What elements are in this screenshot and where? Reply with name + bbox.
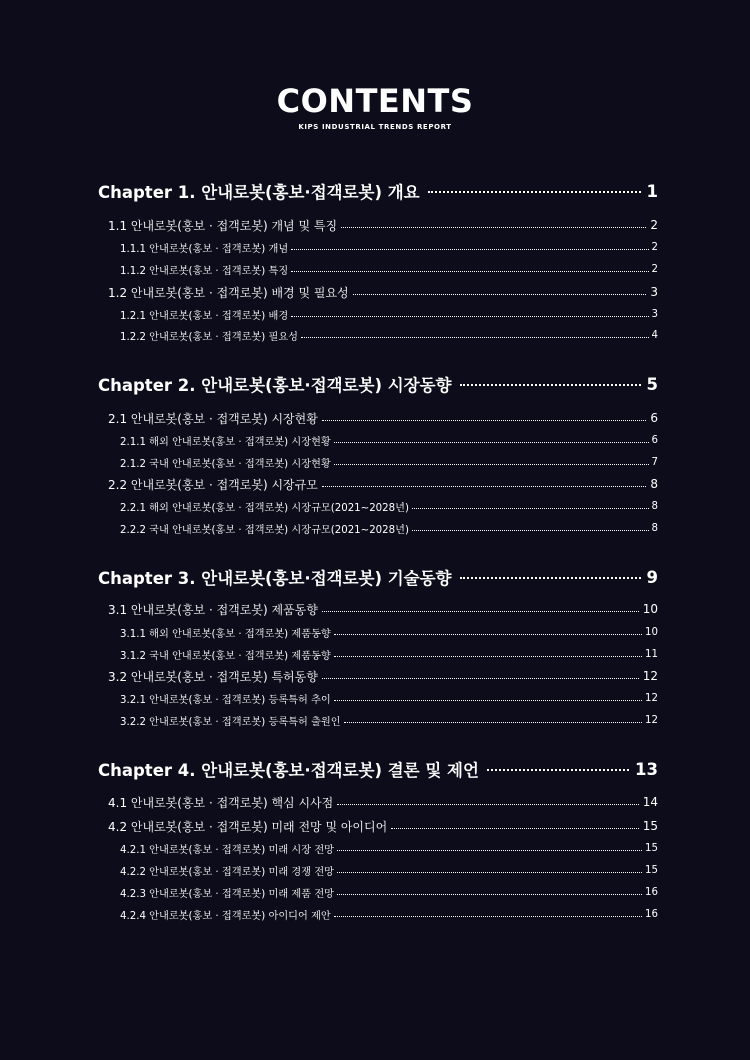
- toc-subsection-row[interactable]: [120, 432, 658, 448]
- toc-subsection-row[interactable]: [120, 646, 658, 662]
- toc-entry-label: 4.2.2 안내로봇(홍보 · 접객로봇) 미래 경쟁 전망: [120, 866, 334, 878]
- toc-page-number: 13: [635, 759, 658, 779]
- toc-subsection-row[interactable]: [120, 906, 658, 922]
- toc-subsection-row[interactable]: [120, 884, 658, 900]
- toc-entry-label: 1.1.1 안내로봇(홍보 · 접객로봇) 개념: [120, 243, 289, 255]
- toc-subsection-row[interactable]: [120, 862, 658, 878]
- toc-section-row[interactable]: [108, 667, 658, 685]
- dot-leader: [334, 916, 642, 917]
- toc-entry-label: 3.2.2 안내로봇(홍보 · 접객로봇) 등록특허 출원인: [120, 716, 341, 728]
- toc-page-number: 5: [646, 374, 658, 394]
- dot-leader: [322, 611, 639, 612]
- toc-page-number: 2: [650, 218, 658, 232]
- dot-leader: [460, 384, 641, 386]
- toc-page-number: 15: [645, 842, 658, 854]
- toc-entry-label: Chapter 3. 안내로봇(홍보·접객로봇) 기술동향: [98, 569, 452, 588]
- toc-page-number: 6: [650, 411, 658, 425]
- dot-leader: [487, 769, 629, 771]
- toc-section-row[interactable]: [108, 793, 658, 811]
- toc-section-row[interactable]: [108, 216, 658, 234]
- toc-page-number: 2: [651, 263, 658, 275]
- dot-leader: [334, 634, 642, 635]
- dot-leader: [334, 656, 642, 657]
- toc-entry-label: 1.2.1 안내로봇(홍보 · 접객로봇) 배경: [120, 310, 289, 322]
- dot-leader: [337, 894, 642, 895]
- dot-leader: [301, 337, 649, 338]
- dot-leader: [322, 486, 647, 487]
- dot-leader: [322, 420, 647, 421]
- toc-subsection-row[interactable]: [120, 239, 658, 255]
- toc-page-number: 15: [642, 819, 658, 833]
- toc-entry-label: 4.2.4 안내로봇(홍보 · 접객로봇) 아이디어 제안: [120, 910, 331, 922]
- toc-subsection-row[interactable]: [120, 624, 658, 640]
- toc-entry-label: 4.1 안내로봇(홍보 · 접객로봇) 핵심 시사점: [108, 795, 334, 810]
- dot-leader: [344, 722, 642, 723]
- toc-entry-label: 4.2.3 안내로봇(홍보 · 접객로봇) 미래 제품 전망: [120, 888, 334, 900]
- toc-page-number: 7: [651, 456, 658, 468]
- toc-subsection-row[interactable]: [120, 690, 658, 706]
- toc-page-number: 10: [642, 602, 658, 616]
- toc-entry-label: 3.1.2 국내 안내로봇(홍보 · 접객로봇) 제품동향: [120, 650, 331, 662]
- toc-section-row[interactable]: [108, 283, 658, 301]
- toc-page-number: 8: [650, 477, 658, 491]
- toc-entry-label: 1.1.2 안내로봇(홍보 · 접객로봇) 특징: [120, 265, 289, 277]
- dot-leader: [337, 804, 639, 805]
- dot-leader: [291, 271, 648, 272]
- dot-leader: [353, 294, 647, 295]
- toc-entry-label: 1.2.2 안내로봇(홍보 · 접객로봇) 필요성: [120, 331, 298, 343]
- toc-entry-label: 2.2.1 해외 안내로봇(홍보 · 접객로봇) 시장규모(2021~2028년): [120, 502, 409, 514]
- dot-leader: [291, 249, 648, 250]
- toc-subsection-row[interactable]: [120, 840, 658, 856]
- toc-entry-label: 2.2.2 국내 안내로봇(홍보 · 접객로봇) 시장규모(2021~2028년): [120, 524, 409, 536]
- toc-page-number: 6: [651, 434, 658, 446]
- toc-entry-label: 2.1.1 해외 안내로봇(홍보 · 접객로봇) 시장현황: [120, 436, 331, 448]
- toc-chapter-row[interactable]: [98, 565, 658, 589]
- toc-page-number: 12: [642, 669, 658, 683]
- dot-leader: [334, 700, 642, 701]
- page-title: CONTENTS: [276, 82, 474, 120]
- toc-page-number: 12: [645, 692, 658, 704]
- toc-page-number: 12: [645, 714, 658, 726]
- toc-entry-label: 2.1.2 국내 안내로봇(홍보 · 접객로봇) 시장현황: [120, 458, 331, 470]
- dot-leader: [412, 508, 649, 509]
- toc-section-row[interactable]: [108, 817, 658, 835]
- toc-subsection-row[interactable]: [120, 520, 658, 536]
- dot-leader: [337, 872, 642, 873]
- toc-page-number: 16: [645, 886, 658, 898]
- toc-entry-label: 2.1 안내로봇(홍보 · 접객로봇) 시장현황: [108, 411, 318, 426]
- toc-section-row[interactable]: [108, 475, 658, 493]
- toc-chapter-row[interactable]: [98, 757, 658, 781]
- toc-page-number: 8: [651, 522, 658, 534]
- toc-subsection-row[interactable]: [120, 306, 658, 322]
- toc-page-number: 14: [642, 795, 658, 809]
- toc-entry-label: Chapter 4. 안내로봇(홍보·접객로봇) 결론 및 제언: [98, 761, 479, 780]
- toc-page-number: 3: [650, 285, 658, 299]
- toc-entry-label: 3.2 안내로봇(홍보 · 접객로봇) 특허동향: [108, 669, 318, 684]
- report-subtitle: KIPS INDUSTRIAL TRENDS REPORT: [298, 123, 452, 131]
- dot-leader: [412, 530, 649, 531]
- toc-entry-label: 3.1 안내로봇(홍보 · 접객로봇) 제품동향: [108, 602, 318, 617]
- toc-page-number: 9: [646, 567, 658, 587]
- dot-leader: [341, 227, 646, 228]
- toc-entry-label: 1.2 안내로봇(홍보 · 접객로봇) 배경 및 필요성: [108, 285, 349, 300]
- dot-leader: [460, 577, 641, 579]
- toc-entry-label: Chapter 1. 안내로봇(홍보·접객로봇) 개요: [98, 183, 420, 202]
- toc-chapter-row[interactable]: [98, 372, 658, 396]
- toc-page-number: 15: [645, 864, 658, 876]
- toc-page-number: 10: [645, 626, 658, 638]
- toc-entry-label: 4.2.1 안내로봇(홍보 · 접객로봇) 미래 시장 전망: [120, 844, 334, 856]
- toc-subsection-row[interactable]: [120, 454, 658, 470]
- dot-leader: [334, 442, 649, 443]
- toc-page-number: 4: [651, 329, 658, 341]
- toc-page-number: 16: [645, 908, 658, 920]
- toc-section-row[interactable]: [108, 600, 658, 618]
- toc-entry-label: Chapter 2. 안내로봇(홍보·접객로봇) 시장동향: [98, 376, 452, 395]
- dot-leader: [322, 678, 639, 679]
- dot-leader: [391, 828, 639, 829]
- dot-leader: [291, 316, 648, 317]
- dot-leader: [334, 464, 649, 465]
- toc-chapter-row[interactable]: [98, 179, 658, 203]
- toc-subsection-row[interactable]: [120, 261, 658, 277]
- toc-entry-label: 2.2 안내로봇(홍보 · 접객로봇) 시장규모: [108, 477, 318, 492]
- toc-entry-label: 3.2.1 안내로봇(홍보 · 접객로봇) 등록특허 추이: [120, 694, 331, 706]
- toc-section-row[interactable]: [108, 409, 658, 427]
- toc-subsection-row[interactable]: [120, 498, 658, 514]
- toc-page-number: 3: [651, 308, 658, 320]
- dot-leader: [337, 850, 642, 851]
- toc-page-number: 2: [651, 241, 658, 253]
- toc-subsection-row[interactable]: [120, 327, 658, 343]
- toc-page-number: 8: [651, 500, 658, 512]
- toc-subsection-row[interactable]: [120, 712, 658, 728]
- toc-entry-label: 4.2 안내로봇(홍보 · 접객로봇) 미래 전망 및 아이디어: [108, 819, 388, 834]
- dot-leader: [428, 191, 641, 193]
- toc-entry-label: 3.1.1 해외 안내로봇(홍보 · 접객로봇) 제품동향: [120, 628, 331, 640]
- toc-entry-label: 1.1 안내로봇(홍보 · 접객로봇) 개념 및 특징: [108, 218, 338, 233]
- toc-page-number: 1: [646, 181, 658, 201]
- toc-page-number: 11: [645, 648, 658, 660]
